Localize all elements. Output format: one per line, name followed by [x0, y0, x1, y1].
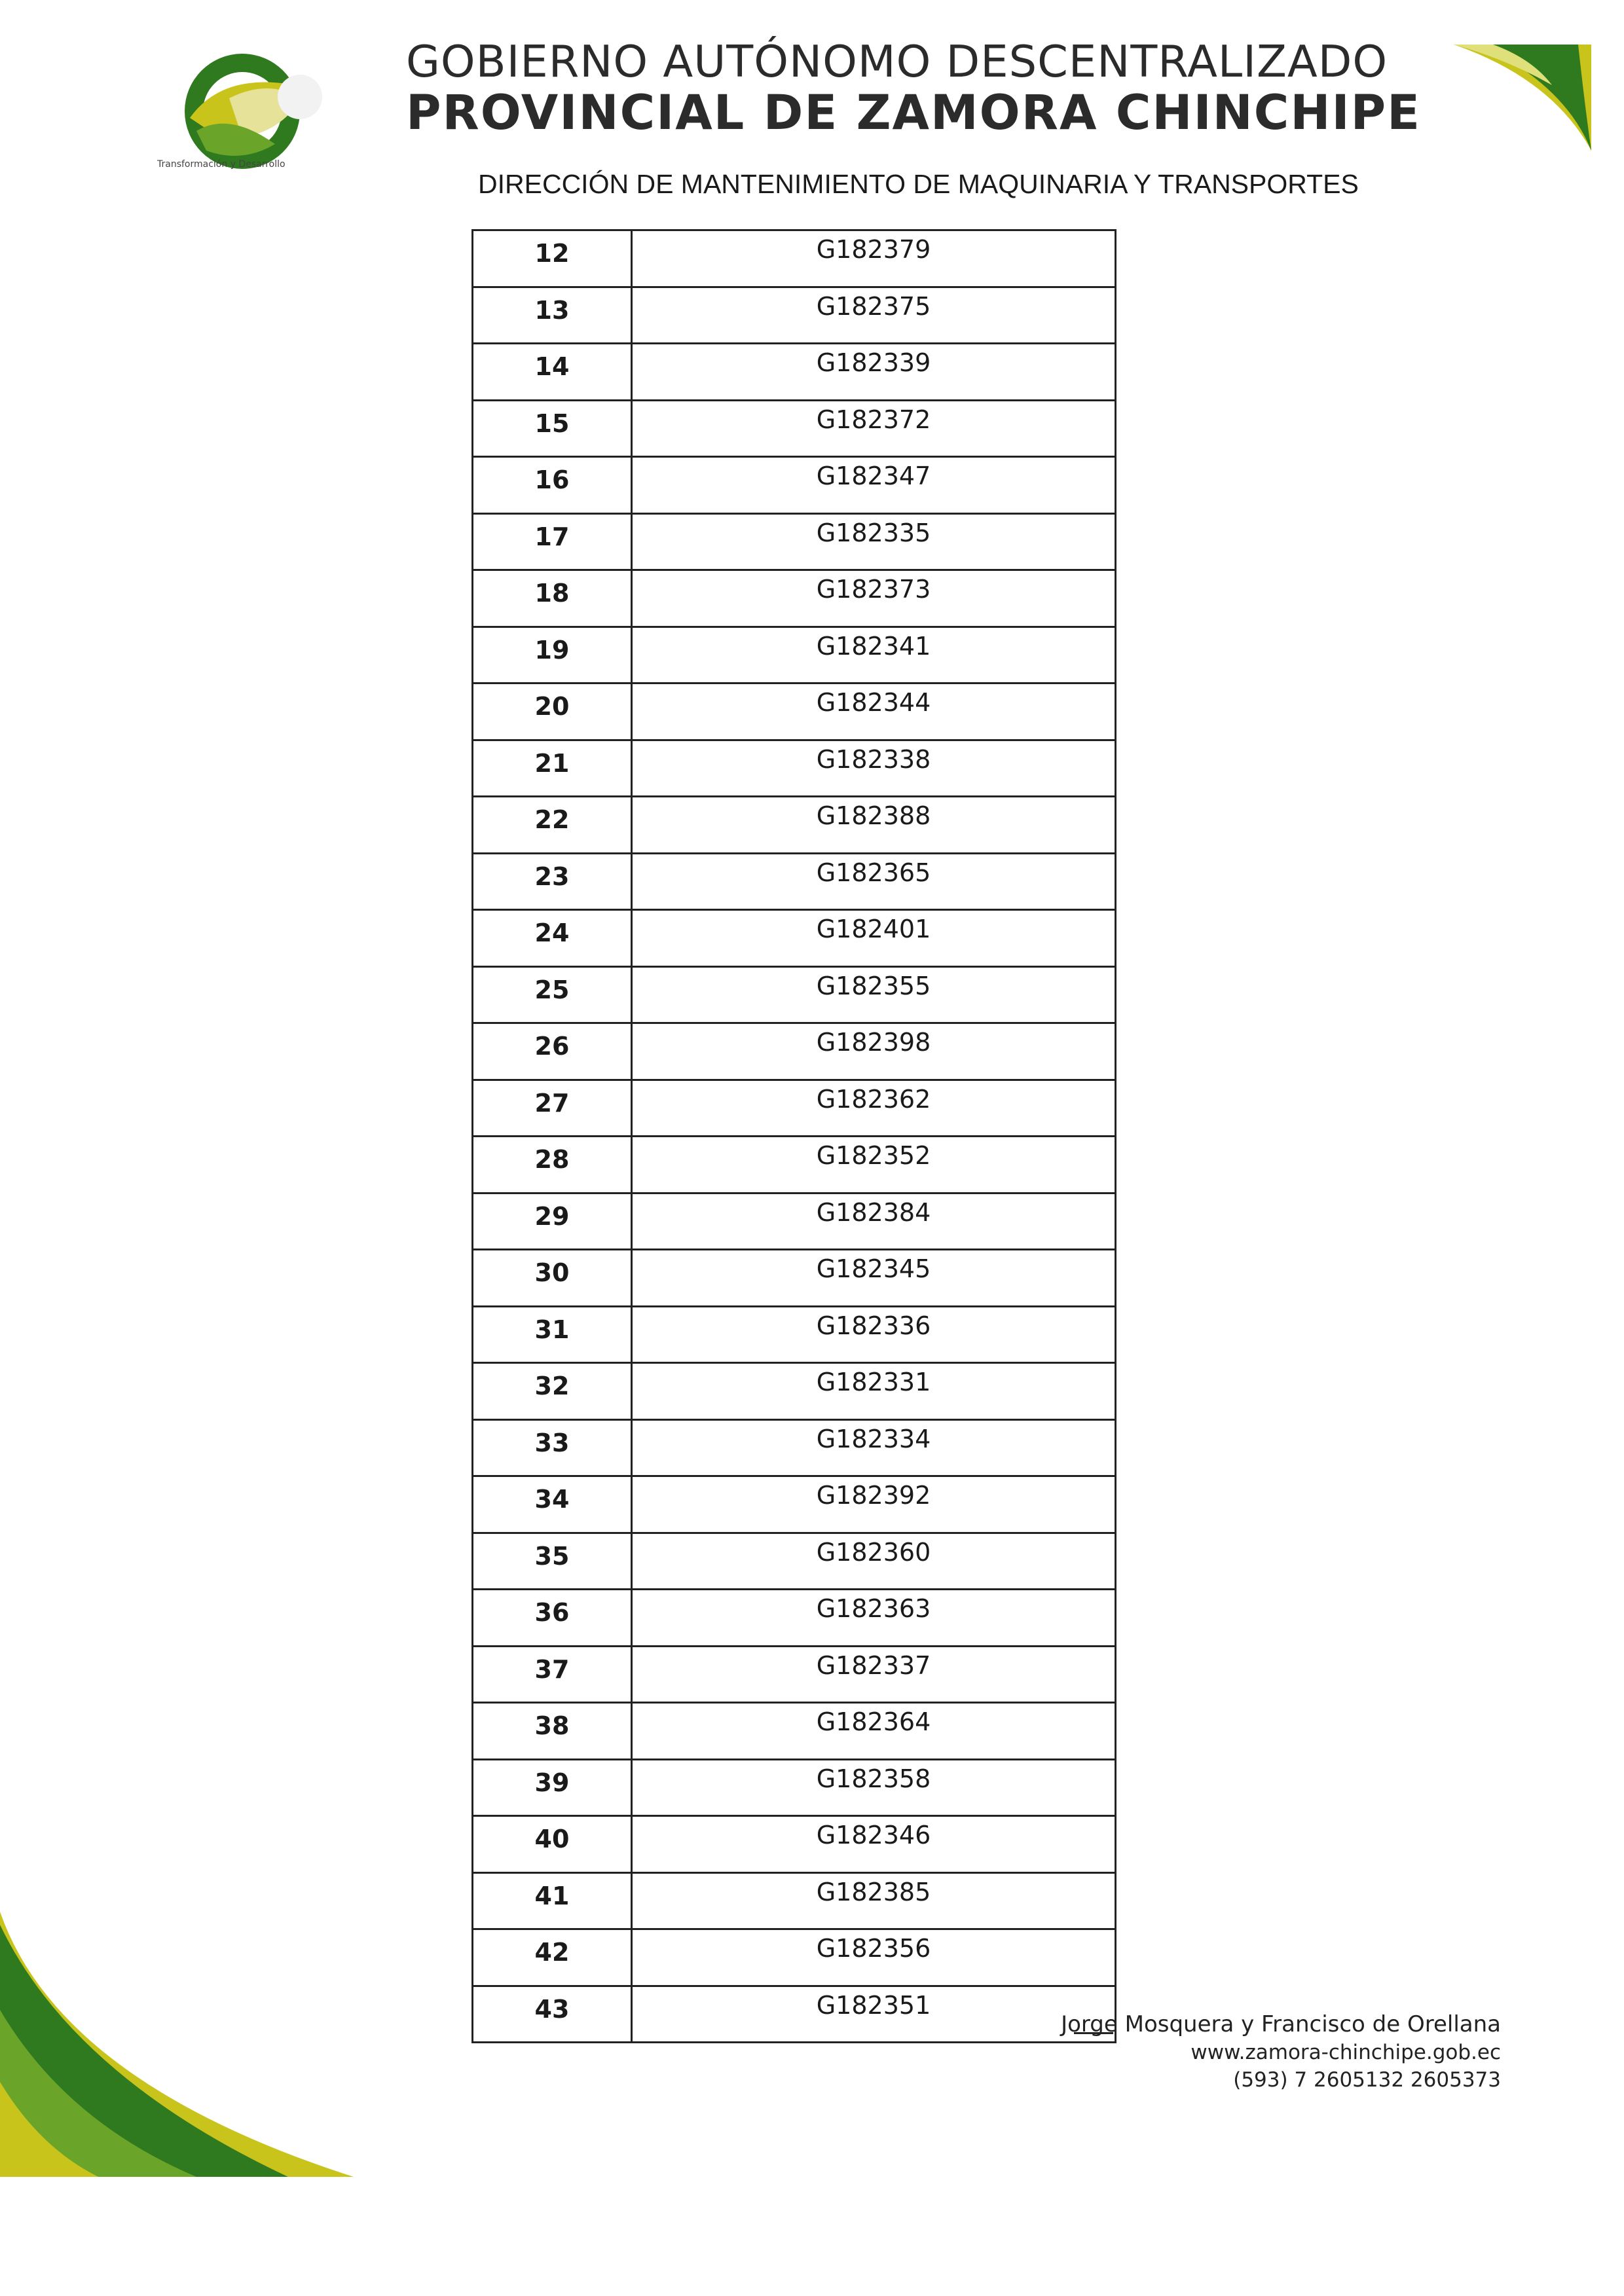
table-row	[473, 1194, 1115, 1250]
row-code: G182347	[816, 462, 931, 490]
row-number: 19	[473, 628, 633, 682]
row-code: G182358	[816, 1764, 931, 1793]
row-number: 23	[473, 854, 633, 909]
row-number: 41	[473, 1874, 633, 1928]
row-number: 24	[473, 911, 633, 966]
row-code: G182362	[816, 1085, 931, 1114]
department-subtitle: DIRECCIÓN DE MANTENIMIENTO DE MAQUINARIA Y TRANSPORTES	[478, 169, 1359, 199]
row-number: 16	[473, 458, 633, 513]
table-row	[473, 571, 1115, 628]
table-row	[473, 231, 1115, 288]
row-code: G182346	[816, 1821, 931, 1850]
code-table	[471, 229, 1116, 2043]
row-number: 35	[473, 1534, 633, 1588]
row-code: G182341	[816, 632, 931, 661]
row-number: 12	[473, 231, 633, 286]
row-number: 22	[473, 797, 633, 852]
row-code: G182344	[816, 688, 931, 717]
table-row	[473, 628, 1115, 684]
row-number: 40	[473, 1817, 633, 1872]
table-row	[473, 1024, 1115, 1081]
table-row	[473, 1987, 1115, 2043]
row-number: 17	[473, 515, 633, 569]
row-number: 37	[473, 1647, 633, 1702]
row-number: 38	[473, 1704, 633, 1758]
row-code: G182365	[816, 858, 931, 887]
table-row	[473, 515, 1115, 571]
table-row	[473, 1421, 1115, 1477]
decorative-corner-top-right	[1454, 39, 1591, 151]
table-row	[473, 968, 1115, 1024]
table-row	[473, 288, 1115, 344]
row-code: G182331	[816, 1368, 931, 1396]
table-row	[473, 1874, 1115, 1930]
table-row	[473, 1817, 1115, 1874]
decorative-corner-bottom-left	[0, 1912, 354, 2187]
footer-address: Jorge Mosquera y Francisco de Orellana	[1061, 2011, 1501, 2037]
table-row	[473, 1137, 1115, 1194]
row-number: 34	[473, 1477, 633, 1532]
table-row	[473, 854, 1115, 911]
row-number: 25	[473, 968, 633, 1022]
table-row	[473, 1647, 1115, 1704]
row-number: 27	[473, 1081, 633, 1135]
table-row	[473, 1364, 1115, 1421]
row-number: 30	[473, 1250, 633, 1305]
row-number: 33	[473, 1421, 633, 1475]
table-row	[473, 1250, 1115, 1307]
row-code: G182401	[816, 915, 931, 943]
header-title-line2: PROVINCIAL DE ZAMORA CHINCHIPE	[406, 85, 1421, 141]
table-row	[473, 1307, 1115, 1364]
row-code: G182360	[816, 1538, 931, 1567]
row-code: G182339	[816, 348, 931, 377]
table-row	[473, 797, 1115, 854]
row-number: 42	[473, 1930, 633, 1985]
row-number: 13	[473, 288, 633, 342]
logo-caption: Transformación y Desarrollo	[157, 159, 286, 170]
table-row	[473, 1590, 1115, 1647]
row-number: 43	[473, 1987, 633, 2041]
row-code: G182345	[816, 1254, 931, 1283]
row-code: G182364	[816, 1707, 931, 1736]
header-title-line1: GOBIERNO AUTÓNOMO DESCENTRALIZADO	[406, 36, 1388, 87]
row-number: 29	[473, 1194, 633, 1248]
row-code: G182375	[816, 292, 931, 321]
row-number: 31	[473, 1307, 633, 1362]
row-number: 21	[473, 741, 633, 795]
row-number: 15	[473, 401, 633, 456]
row-number: 36	[473, 1590, 633, 1645]
row-code: G182337	[816, 1651, 931, 1680]
row-code: G182355	[816, 972, 931, 1000]
row-number: 26	[473, 1024, 633, 1079]
table-row	[473, 911, 1115, 968]
table-row	[473, 741, 1115, 797]
row-code: G182385	[816, 1878, 931, 1906]
row-code: G182351	[816, 1991, 931, 2020]
row-code: G182372	[816, 405, 931, 434]
row-code: G182356	[816, 1934, 931, 1963]
row-number: 18	[473, 571, 633, 626]
row-code: G182384	[816, 1198, 931, 1227]
table-row	[473, 1930, 1115, 1987]
row-code: G182379	[816, 235, 931, 264]
footer-phones: (593) 7 2605132 2605373	[1233, 2068, 1501, 2092]
row-code: G182363	[816, 1594, 931, 1623]
row-number: 32	[473, 1364, 633, 1419]
table-row	[473, 684, 1115, 741]
table-row	[473, 1704, 1115, 1760]
table-row	[473, 1760, 1115, 1817]
footer-contact	[1061, 2010, 1501, 2094]
row-code: G182398	[816, 1028, 931, 1057]
table-row	[473, 1477, 1115, 1534]
table-row	[473, 401, 1115, 458]
footer-website: www.zamora-chinchipe.gob.ec	[1190, 2041, 1501, 2064]
table-row	[473, 1534, 1115, 1590]
row-number: 14	[473, 344, 633, 399]
row-number: 28	[473, 1137, 633, 1192]
row-code: G182338	[816, 745, 931, 774]
row-code: G182335	[816, 519, 931, 547]
table-row	[473, 458, 1115, 515]
row-code: G182388	[816, 801, 931, 830]
row-code: G182352	[816, 1141, 931, 1170]
row-number: 20	[473, 684, 633, 739]
row-code: G182373	[816, 575, 931, 604]
table-row	[473, 344, 1115, 401]
row-code: G182392	[816, 1481, 931, 1510]
row-code: G182336	[816, 1311, 931, 1340]
table-row	[473, 1081, 1115, 1137]
row-number: 39	[473, 1760, 633, 1815]
row-code: G182334	[816, 1425, 931, 1453]
